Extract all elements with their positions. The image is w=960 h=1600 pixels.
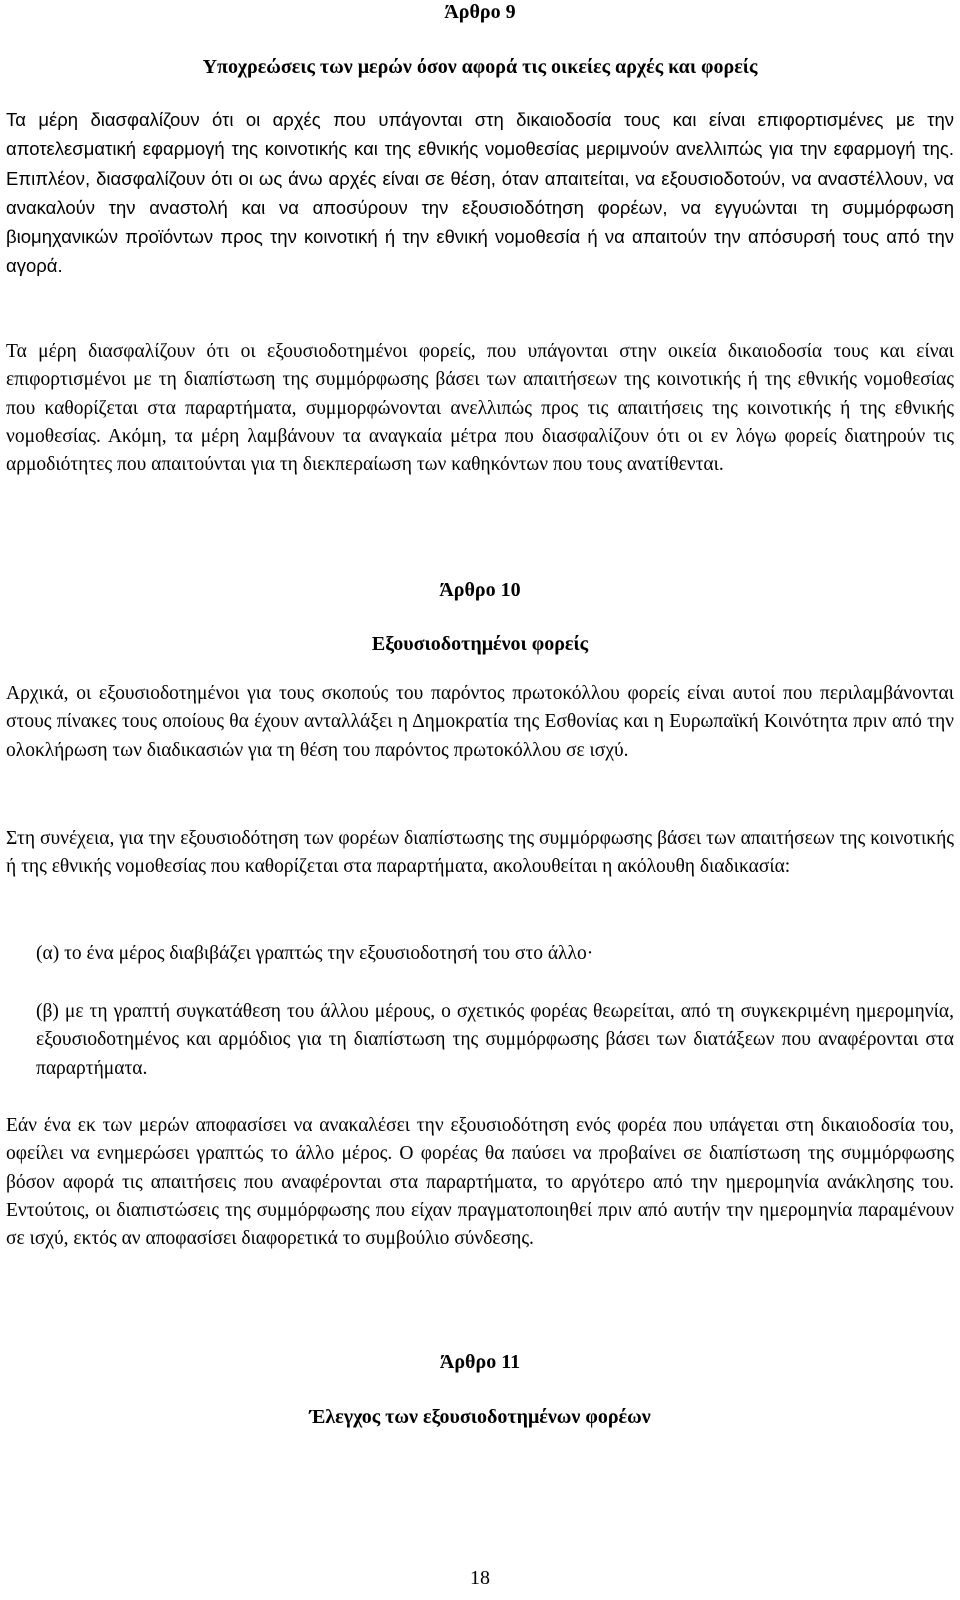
page-number: 18 [470, 1567, 490, 1589]
article-10-paragraph-1: Αρχικά, οι εξουσιοδοτημένοι για τους σκοπούς του παρόντος πρωτοκόλλου φορείς είναι αυτοί που περιλαμβάνονται στους πίνακες τους οποίους θα έχουν ανταλλάξει η Δημοκρατία της Εσθονίας και η Ευρωπαϊκή Κοινότητα πριν από την ολοκλήρωση των διαδικασιών για τη θέση του παρόντος πρωτοκόλλου σε ισχύ. [6, 683, 954, 761]
article-9-subtitle: Υποχρεώσεις των μερών όσον αφορά τις οικείες αρχές και φορείς [202, 56, 758, 78]
article-9-paragraph-1 [6, 106, 954, 282]
article-11-title: Άρθρο 11 [439, 1351, 521, 1373]
article-10-item-a: (α) το ένα μέρος διαβιβάζει γραπτώς την εξουσιοδοτησή του στο άλλο· [36, 943, 594, 964]
article-9-paragraph-1-sentence-2: Επιπλέον, διασφαλίζουν ότι οι ως άνω αρχές είναι σε θέση, όταν απαιτείται, να εξουσιοδοτούν, να αναστέλλουν, να ανακαλούν την αναστολή και να αποσύρουν την εξουσιοδότηση φορέων, να εγγυώνται τη συμμόρφωση βιομηχανικών προϊόντων προς την κοινοτική ή την εθνική νομοθεσία ή να απαιτούν την απόσυρσή τους από την αγορά. [6, 167, 954, 277]
article-9-paragraph-2: Τα μέρη διασφαλίζουν ότι οι εξουσιοδοτημένοι φορείς, που υπάγονται στην οικεία δικαιοδοσία τους και είναι επιφορτισμένοι με τη διαπίστωση της συμμόρφωσης βάσει των απαιτήσεων της κοινοτικής ή της εθνικής νομοθεσίας που καθορίζεται στα παραρτήματα, συμμορφώνονται ανελλιπώς προς τις απαιτήσεις της κοινοτικής ή της εθνικής νομοθεσίας. Ακόμη, τα μέρη λαμβάνουν τα αναγκαία μέτρα που διασφαλίζουν ότι οι εν λόγω φορείς διατηρούν τις αρμοδιότητες που απαιτούνται για τη διεκπεραίωση των καθηκόντων που τους ανατίθενται. [6, 341, 954, 476]
article-9-paragraph-1-sentence-1: Τα μέρη διασφαλίζουν ότι οι αρχές που υπάγονται στη δικαιοδοσία τους και είναι επιφορτισμένες με την αποτελεσματική εφαρμογή της κοινοτικής και της εθνικής νομοθεσίας μεριμνούν ανελλιπώς για την εφαρμογή της. [6, 109, 954, 160]
article-11-subtitle: Έλεγχος των εξουσιοδοτημένων φορέων [309, 1406, 651, 1428]
article-10-item-b: (β) με τη γραπτή συγκατάθεση του άλλου μέρους, ο σχετικός φορέας θεωρείται, από τη συγκεκριμένη ημερομηνία, εξουσιοδοτημένος και αρμόδιος για τη διαπίστωση της συμμόρφωσης βάσει των διατάξεων που αναφέρονται στα παραρτήματα. [36, 1001, 954, 1079]
article-9-title: Άρθρο 9 [444, 1, 516, 23]
article-10-paragraph-3: Εάν ένα εκ των μερών αποφασίσει να ανακαλέσει την εξουσιοδότηση ενός φορέα που υπάγεται στη δικαιοδοσία του, οφείλει να ενημερώσει γραπτώς το άλλο μέρος. Ο φορέας θα παύσει να προβαίνει σε διαπίστωση της συμμόρφωσης βόσον αφορά τις απαιτήσεις που αναφέρονται στα παραρτήματα, το αργότερο από την ημερομηνία ανάκλησης του. Εντούτοις, οι διαπιστώσεις της συμμόρφωσης που είχαν πραγματοποιηθεί πριν από αυτήν την ημερομηνία παραμένουν σε ισχύ, εκτός αν αποφασίσει διαφορετικά το συμβούλιο σύνδεσης. [6, 1115, 954, 1250]
article-10-subtitle: Εξουσιοδοτημένοι φορείς [371, 633, 589, 655]
article-10-title: Άρθρο 10 [439, 579, 521, 601]
article-10-paragraph-2: Στη συνέχεια, για την εξουσιοδότηση των φορέων διαπίστωσης της συμμόρφωσης βάσει των απαιτήσεων της κοινοτικής ή της εθνικής νομοθεσίας που καθορίζεται στα παραρτήματα, ακολουθείται η ακόλουθη διαδικασία: [6, 828, 954, 878]
